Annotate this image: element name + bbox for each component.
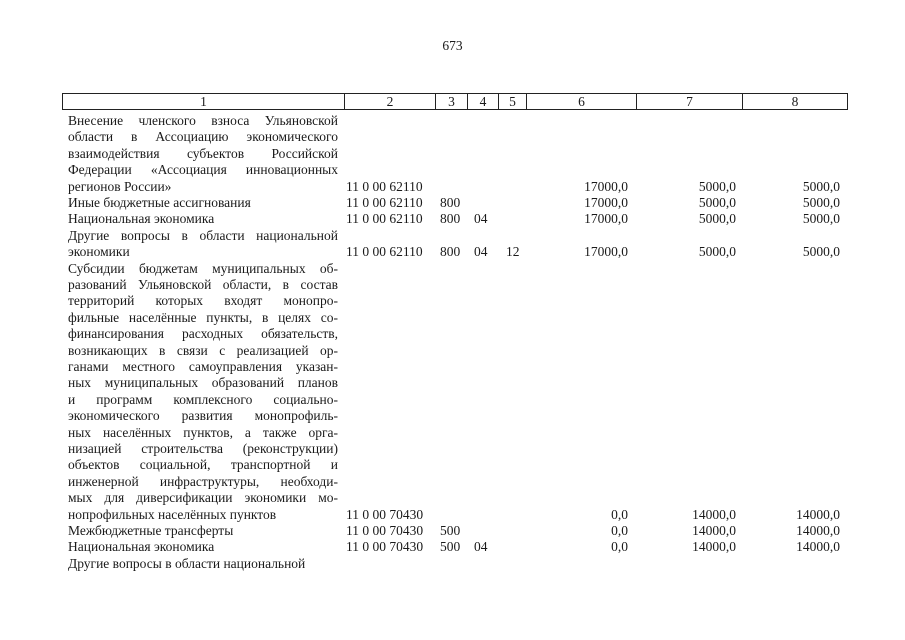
header-col-7: 7: [637, 94, 743, 109]
table-header-row: [62, 93, 848, 110]
row-6-rz: 04: [474, 539, 488, 555]
row-2-code: 11 0 00 62110: [346, 211, 423, 227]
row-5-v6: 0,0: [611, 523, 628, 538]
row-0-name-line: регионов России»: [68, 178, 172, 194]
row-4-name-line: возникающих в связи с реализацией ор-: [68, 342, 338, 358]
header-col-1: 1: [63, 94, 345, 109]
row-4-name-line: и программ комплексного социально-: [68, 391, 338, 407]
row-4-name-line: финансирования расходных обязательств,: [68, 326, 338, 342]
row-4-name-line: мых для диверсификации экономики мо-: [68, 490, 338, 506]
row-0-name-line: взаимодействия субъектов Российской: [68, 145, 338, 161]
row-0-name-line: Внесение членского взноса Ульяновской: [68, 113, 338, 128]
row-1-v6: 17000,0: [584, 195, 628, 210]
row-3-v6: 17000,0: [584, 244, 628, 260]
row-3-v8: 5000,0: [802, 244, 840, 260]
row-4-name-line: ганами местного самоуправления указан-: [68, 359, 338, 374]
row-2-rz: 04: [474, 211, 488, 227]
header-col-8: 8: [791, 94, 799, 109]
row-6-v8: 14000,0: [796, 539, 840, 555]
row-3-name-line: экономики: [68, 244, 130, 260]
row-4-code: 11 0 00 70430: [346, 506, 424, 522]
row-0-name-line: области в Ассоциацию экономического: [68, 129, 338, 145]
row-4-name-line: низацией строительства (реконструкции): [68, 441, 338, 456]
row-4-name-line: территорий которых входят монопро-: [68, 293, 338, 309]
header-col-4: 4: [468, 94, 499, 109]
row-1-v7: 5000,0: [698, 195, 736, 210]
row-4-name-line: фильные населённые пункты, в целях со-: [68, 309, 338, 325]
row-2-v8: 5000,0: [802, 211, 840, 227]
row-6-v7: 14000,0: [692, 539, 736, 555]
row-2-v7: 5000,0: [698, 211, 736, 227]
row-4-name-line: объектов социальной, транспортной и: [68, 457, 338, 473]
row-0-name-line: Федерации «Ассоциация инновационных: [68, 162, 338, 178]
row-6-code: 11 0 00 70430: [346, 539, 424, 555]
header-col-5: 5: [499, 94, 527, 109]
row-4-name-line: экономического развития монопрофиль-: [68, 408, 338, 424]
header-col-3: 3: [436, 94, 468, 109]
row-0-v6: 17000,0: [584, 178, 628, 194]
row-7-name-line: Другие вопросы в области национальной: [68, 555, 306, 571]
row-3-code: 11 0 00 62110: [346, 244, 423, 260]
row-0-code: 11 0 00 62110: [346, 178, 423, 194]
row-3-vr: 800: [440, 244, 461, 260]
row-0-v8: 5000,0: [802, 178, 840, 194]
row-4-name-line: Субсидии бюджетам муниципальных об-: [68, 260, 338, 276]
row-5-v8: 14000,0: [796, 523, 840, 538]
row-3-v7: 5000,0: [698, 244, 736, 260]
row-3-name-line: Другие вопросы в области национальной: [68, 227, 338, 243]
row-4-name-line: ных населённых пунктов, а также орга-: [68, 424, 338, 440]
row-6-name-line: Национальная экономика: [68, 539, 215, 555]
header-col-2: 2: [345, 94, 436, 109]
row-1-name-line: Иные бюджетные ассигнования: [68, 195, 251, 210]
row-1-v8: 5000,0: [802, 195, 840, 210]
row-3-pr: 12: [506, 244, 520, 260]
row-4-v7: 14000,0: [692, 506, 736, 522]
page-number: 673: [442, 38, 463, 53]
row-4-name-line: ных муниципальных образований планов: [68, 375, 338, 391]
row-4-v6: 0,0: [611, 506, 628, 522]
row-6-v6: 0,0: [611, 539, 628, 555]
row-1-code: 11 0 00 62110: [346, 195, 423, 210]
header-col-6: 6: [527, 94, 637, 109]
row-4-name-line: нопрофильных населённых пунктов: [68, 506, 277, 522]
row-4-name-line: разований Ульяновской области, в состав: [68, 277, 338, 292]
row-3-rz: 04: [474, 244, 488, 260]
row-2-vr: 800: [440, 211, 461, 227]
row-5-v7: 14000,0: [692, 523, 736, 538]
row-4-name-line: инженерной инфраструктуры, необходи-: [68, 473, 338, 489]
row-2-name-line: Национальная экономика: [68, 211, 215, 227]
row-6-vr: 500: [440, 539, 461, 555]
row-4-v8: 14000,0: [796, 506, 840, 522]
row-2-v6: 17000,0: [584, 211, 628, 227]
row-0-v7: 5000,0: [698, 178, 736, 194]
row-1-vr: 800: [440, 195, 461, 210]
row-5-name-line: Межбюджетные трансферты: [68, 523, 234, 538]
row-5-vr: 500: [440, 523, 461, 538]
row-5-code: 11 0 00 70430: [346, 523, 424, 538]
